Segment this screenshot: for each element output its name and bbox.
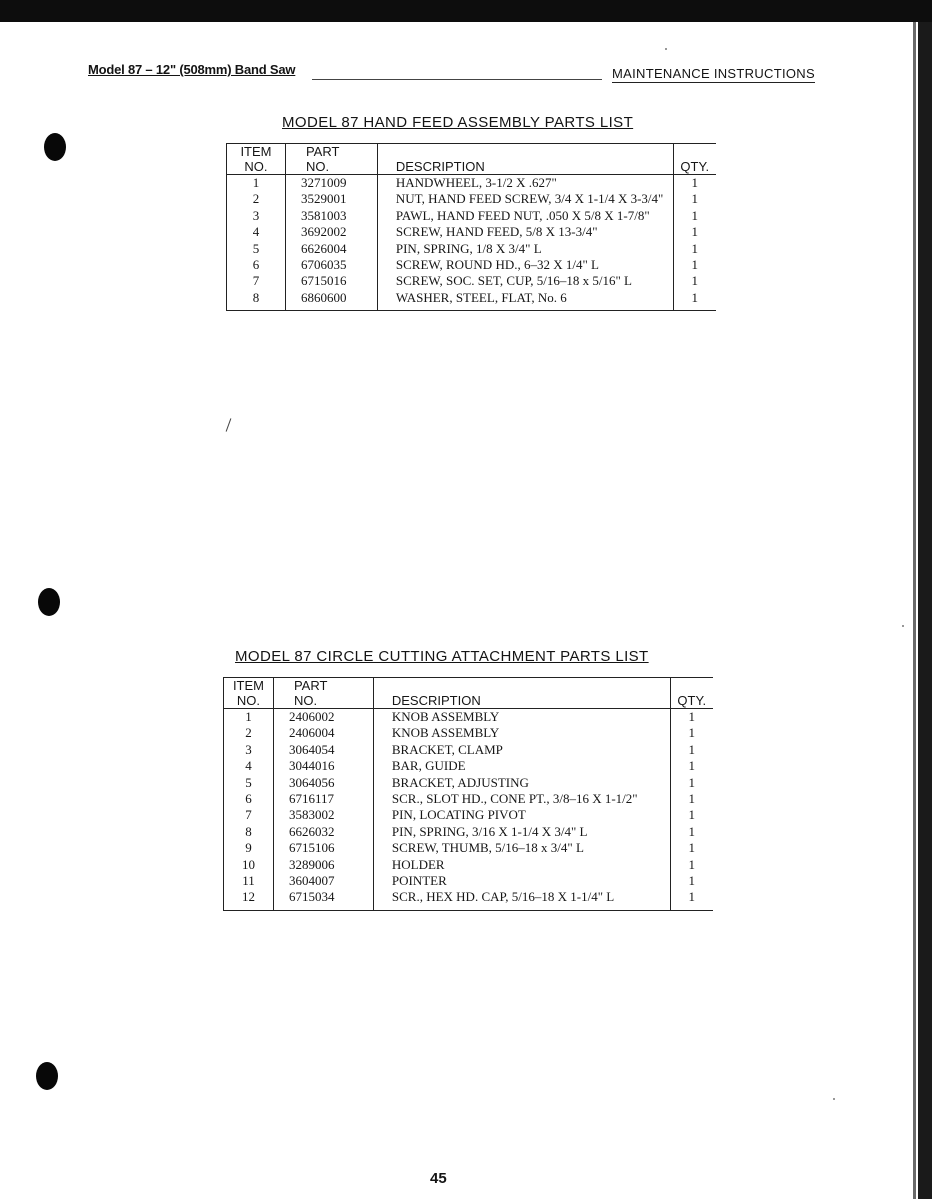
qty-cell: 1 [691, 224, 698, 240]
item-no-cell: 6 [224, 791, 274, 807]
description-cell: SCREW, HAND FEED, 5/8 X 13-3/4" [377, 224, 673, 240]
item-no-cell: 8 [224, 824, 274, 840]
description-cell: POINTER [373, 873, 670, 889]
part-no-cell: 3064054 [273, 742, 373, 758]
qty-cell: 1 [688, 840, 695, 856]
part-no-cell: 6715016 [285, 273, 377, 289]
table-row [227, 208, 717, 224]
description-cell: BRACKET, ADJUSTING [373, 775, 670, 791]
table-row [224, 807, 714, 823]
part-no-cell: 6626004 [285, 241, 377, 257]
item-no-cell: 3 [227, 208, 286, 224]
part-no-cell: 6716117 [273, 791, 373, 807]
item-no-cell: 1 [227, 175, 286, 192]
qty-cell: 1 [691, 240, 698, 256]
description-cell: PAWL, HAND FEED NUT, .050 X 5/8 X 1-7/8" [377, 208, 673, 224]
description-cell: NUT, HAND FEED SCREW, 3/4 X 1-1/4 X 3-3/4" [377, 191, 673, 207]
binder-hole-bottom [36, 1062, 58, 1090]
qty-cell: 1 [688, 758, 695, 774]
description-cell: SCR., SLOT HD., CONE PT., 3/8–16 X 1-1/2" [373, 791, 670, 807]
qty-cell: 1 [688, 725, 695, 741]
item-no-cell: 2 [227, 191, 286, 207]
description-cell: KNOB ASSEMBLY [373, 709, 670, 726]
qty-cell: 1 [691, 175, 698, 190]
part-no-cell: 6715106 [273, 840, 373, 856]
description-cell: PIN, SPRING, 3/16 X 1-1/4 X 3/4" L [373, 824, 670, 840]
description-cell: SCREW, SOC. SET, CUP, 5/16–18 x 5/16" L [377, 273, 673, 289]
description-cell: BRACKET, CLAMP [373, 742, 670, 758]
table-row [227, 290, 717, 311]
part-no-cell: 2406004 [273, 725, 373, 741]
part-no-cell: 3289006 [273, 857, 373, 873]
part-no-cell: 3529001 [285, 191, 377, 207]
table-row [224, 840, 714, 856]
scan-speck [833, 1098, 835, 1100]
table-row [224, 791, 714, 807]
table-row [224, 742, 714, 758]
table-row [227, 175, 717, 192]
part-no-cell: 3604007 [273, 873, 373, 889]
item-no-cell: 12 [224, 889, 274, 910]
scan-right-border-shadow [913, 22, 916, 1199]
qty-cell: 1 [691, 207, 698, 223]
description-cell: KNOB ASSEMBLY [373, 725, 670, 741]
qty-cell: 1 [691, 289, 698, 305]
description-cell: SCR., HEX HD. CAP, 5/16–18 X 1-1/4" L [373, 889, 670, 910]
description-cell: PIN, SPRING, 1/8 X 3/4" L [377, 241, 673, 257]
binder-hole-top [44, 133, 66, 161]
item-no-cell: 4 [227, 224, 286, 240]
qty-cell: 1 [691, 191, 698, 207]
description-cell: PIN, LOCATING PIVOT [373, 807, 670, 823]
item-no-header: ITEM NO. [227, 144, 286, 175]
part-no-cell: 3044016 [273, 758, 373, 774]
description-cell: SCREW, THUMB, 5/16–18 x 3/4" L [373, 840, 670, 856]
qty-cell: 1 [688, 709, 695, 724]
circle-cutting-parts-rows [224, 709, 714, 911]
table-row [224, 775, 714, 791]
item-no-cell: 5 [227, 241, 286, 257]
header-section-title: MAINTENANCE INSTRUCTIONS [612, 66, 815, 81]
table-row [227, 191, 717, 207]
item-no-cell: 1 [224, 709, 274, 726]
scan-speck [665, 48, 667, 50]
table-row [224, 873, 714, 889]
part-no-cell: 6715034 [273, 889, 373, 910]
item-no-cell: 3 [224, 742, 274, 758]
part-no-cell: 6860600 [285, 290, 377, 311]
circle-cutting-parts-title: MODEL 87 CIRCLE CUTTING ATTACHMENT PARTS LIST [235, 648, 649, 665]
qty-cell: 1 [688, 741, 695, 757]
item-no-cell: 9 [224, 840, 274, 856]
part-no-cell: 6626032 [273, 824, 373, 840]
header-model-title: Model 87 – 12" (508mm) Band Saw [88, 62, 296, 77]
part-no-cell: 3692002 [285, 224, 377, 240]
item-no-header: ITEM NO. [224, 678, 274, 709]
table-row [224, 824, 714, 840]
item-no-cell: 11 [224, 873, 274, 889]
table-row [224, 725, 714, 741]
qty-cell: 1 [688, 873, 695, 889]
hand-feed-parts-table [226, 143, 716, 311]
qty-header: QTY. [670, 678, 713, 709]
scan-speck [902, 625, 904, 627]
table-header-row [227, 144, 717, 175]
hand-feed-parts-rows [227, 175, 717, 311]
scan-mark [226, 418, 232, 431]
page-number: 45 [430, 1170, 447, 1187]
scan-top-border [0, 0, 932, 22]
circle-cutting-parts-table [223, 677, 713, 911]
scan-right-border [918, 22, 932, 1199]
table-row [224, 709, 714, 726]
part-no-header: PART NO. [273, 678, 373, 709]
item-no-cell: 7 [227, 273, 286, 289]
item-no-cell: 8 [227, 290, 286, 311]
part-no-cell: 2406002 [273, 709, 373, 726]
part-no-cell: 3583002 [273, 807, 373, 823]
qty-cell: 1 [688, 889, 695, 905]
item-no-cell: 4 [224, 758, 274, 774]
description-cell: HANDWHEEL, 3-1/2 X .627" [377, 175, 673, 192]
qty-cell: 1 [691, 273, 698, 289]
table-row [224, 889, 714, 910]
description-cell: HOLDER [373, 857, 670, 873]
binder-hole-middle [38, 588, 60, 616]
qty-cell: 1 [688, 823, 695, 839]
table-row [227, 257, 717, 273]
description-cell: WASHER, STEEL, FLAT, No. 6 [377, 290, 673, 311]
table-row [224, 758, 714, 774]
qty-cell: 1 [691, 257, 698, 273]
item-no-cell: 7 [224, 807, 274, 823]
description-header: DESCRIPTION [377, 144, 673, 175]
part-no-cell: 6706035 [285, 257, 377, 273]
item-no-cell: 6 [227, 257, 286, 273]
description-cell: BAR, GUIDE [373, 758, 670, 774]
item-no-cell: 10 [224, 857, 274, 873]
table-row [227, 273, 717, 289]
header-rule [312, 79, 602, 80]
item-no-cell: 2 [224, 725, 274, 741]
qty-cell: 1 [688, 791, 695, 807]
qty-cell: 1 [688, 856, 695, 872]
part-no-cell: 3064056 [273, 775, 373, 791]
hand-feed-parts-title: MODEL 87 HAND FEED ASSEMBLY PARTS LIST [282, 114, 634, 131]
part-no-header: PART NO. [285, 144, 377, 175]
table-row [227, 224, 717, 240]
item-no-cell: 5 [224, 775, 274, 791]
qty-cell: 1 [688, 807, 695, 823]
part-no-cell: 3581003 [285, 208, 377, 224]
description-header: DESCRIPTION [373, 678, 670, 709]
description-cell: SCREW, ROUND HD., 6–32 X 1/4" L [377, 257, 673, 273]
table-row [227, 241, 717, 257]
qty-cell: 1 [688, 774, 695, 790]
table-row [224, 857, 714, 873]
table-header-row [224, 678, 714, 709]
part-no-cell: 3271009 [285, 175, 377, 192]
qty-header: QTY. [673, 144, 716, 175]
